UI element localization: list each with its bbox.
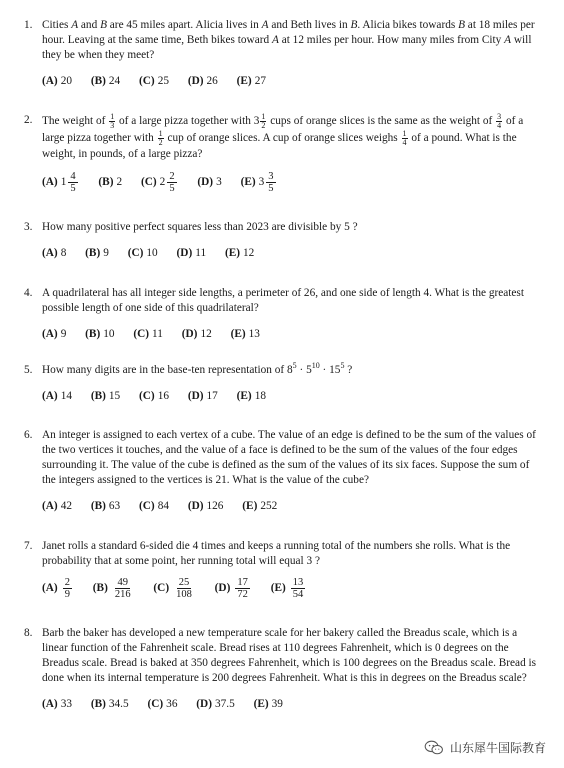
choice-d: (D) 3 xyxy=(197,176,222,188)
choice-c: (C) 11 xyxy=(133,328,163,340)
problem-6 xyxy=(24,428,544,514)
choice-d: (D) 11 xyxy=(176,247,207,259)
answer-choices xyxy=(42,577,544,600)
watermark xyxy=(424,740,546,756)
choice-d: (D) 17 xyxy=(187,390,218,402)
problem-text: An integer is assigned to each vertex of a cube. The value of an edge is defined to be the sum of the values of the two vertices it touches, and the value of a face is defined to be the sum of the values of the four edges surrounding it. The value of the cube is defined as the sum of the values of its six faces. Suppose the sum of the integers assigned to the vertices is 21. What is the value of the cube? xyxy=(42,429,536,486)
choice-e: (E) 3 $\frac{3}{5}$ xyxy=(240,171,274,194)
problem-text: Cities A and B are 45 miles apart. Alicia lives in A and Beth lives in B. Alicia bikes towards B at 18 miles per hour. Leaving at the same time, Beth bikes toward A at 12 miles per hour. How many miles from City A will they be when they meet? xyxy=(42,19,535,61)
answer-choices xyxy=(42,327,544,342)
problem-number: 5. xyxy=(24,364,33,376)
fraction: $\frac{1}{2}$ xyxy=(158,129,163,147)
answer-choices xyxy=(42,697,544,712)
choice-c: (C) $\frac{25}{108}$ xyxy=(153,577,192,600)
choice-e: (E) 18 xyxy=(236,390,266,402)
choice-b: (B) 10 xyxy=(85,328,115,340)
watermark-text: 山东犀牛国际教育 xyxy=(449,740,546,755)
choice-a: (A) 14 xyxy=(42,390,72,402)
choice-c: (C) 36 xyxy=(147,698,178,710)
problem-8 xyxy=(24,626,544,712)
choice-b: (B) 34.5 xyxy=(90,698,129,710)
problem-2 xyxy=(24,113,544,194)
choice-c: (C) 84 xyxy=(139,500,169,512)
choice-a: (A) 33 xyxy=(42,698,72,710)
problem-text: The weight of $\frac{1}{3}$ of a large pizza together with 3 $\frac{1}{2}$ cups of orange slices is the same as the weight of $\frac{3}{4}$ of a large pizza together with $\frac{1}{2}$ cup of orange slices. A cup of orange slices weighs $\frac{1}{4}$ of a pound. What is the weight, in pounds, of a large pizza? xyxy=(42,112,524,160)
choice-d: (D) 12 xyxy=(181,328,212,340)
choice-b: (B) 24 xyxy=(90,75,121,87)
problem-5 xyxy=(24,363,544,404)
answer-choices xyxy=(42,246,544,261)
problem-text: A quadrilateral has all integer side lengths, a perimeter of 26, and one side of length 4. What is the greatest possible length of one side of this quadrilateral? xyxy=(42,287,524,314)
choice-b: (B) 9 xyxy=(85,247,109,259)
fraction: $\frac{3}{4}$ xyxy=(497,112,502,130)
problem-4 xyxy=(24,286,544,342)
fraction: $\frac{1}{2}$ xyxy=(261,112,266,130)
choice-e: (E) 252 xyxy=(242,500,278,512)
wechat-icon xyxy=(424,740,444,756)
choice-b: (B) 63 xyxy=(90,500,121,512)
choice-b: (B) $\frac{49}{216}$ xyxy=(92,577,131,600)
choice-d: (D) $\frac{17}{72}$ xyxy=(214,577,248,600)
answer-choices xyxy=(42,499,544,514)
answer-choices xyxy=(42,389,544,404)
choice-b: (B) 15 xyxy=(90,390,121,402)
choice-c: (C) 16 xyxy=(139,390,169,402)
problem-number: 8. xyxy=(24,627,33,639)
problem-text: Barb the baker has developed a new temperature scale for her bakery called the Breadus scale, which is a linear function of the Fahrenheit scale. Bread rises at 110 degrees Fahrenheit, which is 0 degrees on the Breadus scale. Bread is baked at 350 degrees Fahrenheit, which is 100 degrees on the Breadus scale. Bread is done when its internal temperature is 200 degrees Fahrenheit. What is this in degrees on the Breadus scale? xyxy=(42,627,537,684)
choice-c: (C) 10 xyxy=(127,247,158,259)
problem-text: Janet rolls a standard 6-sided die 4 times and keeps a running total of the numbers she rolls. What is the probability that at some point, her running total will equal 3 ? xyxy=(42,540,511,567)
problem-7 xyxy=(24,539,544,600)
choice-a: (A) 9 xyxy=(42,328,67,340)
choice-e: (E) 12 xyxy=(224,247,255,259)
choice-d: (D) 37.5 xyxy=(196,698,235,710)
choice-a: (A) $\frac{2}{9}$ xyxy=(42,577,70,600)
problem-text: How many positive perfect squares less than 2023 are divisible by 5 ? xyxy=(42,221,358,233)
answer-choices xyxy=(42,74,544,89)
choice-e: (E) 13 xyxy=(230,328,260,340)
problem-3 xyxy=(24,220,544,261)
problem-text: How many digits are in the base-ten representation of $8^5 \cdot 5^{10} \cdot 15^5$ ? xyxy=(42,361,353,376)
choice-e: (E) 27 xyxy=(236,75,266,87)
choice-a: (A) 8 xyxy=(42,247,67,259)
problem-number: 2. xyxy=(24,114,33,126)
choice-c: (C) 2 $\frac{2}{5}$ xyxy=(140,171,175,194)
problem-number: 6. xyxy=(24,429,33,441)
fraction: $\frac{1}{4}$ xyxy=(402,129,407,147)
problem-number: 4. xyxy=(24,287,33,299)
problem-number: 3. xyxy=(24,221,33,233)
problem-number: 7. xyxy=(24,540,33,552)
choice-d: (D) 126 xyxy=(187,500,224,512)
choice-a: (A) 42 xyxy=(42,500,72,512)
choice-e: (E) 39 xyxy=(253,698,283,710)
problem-1 xyxy=(24,18,544,89)
choice-a: (A) 20 xyxy=(42,75,72,87)
choice-e: (E) $\frac{13}{54}$ xyxy=(270,577,304,600)
fraction: $\frac{1}{3}$ xyxy=(110,112,115,130)
choice-d: (D) 26 xyxy=(187,75,218,87)
answer-choices xyxy=(42,171,544,194)
choice-c: (C) 25 xyxy=(139,75,169,87)
choice-b: (B) 2 xyxy=(98,176,123,188)
problem-number: 1. xyxy=(24,19,33,31)
choice-a: (A) 1 $\frac{4}{5}$ xyxy=(42,171,76,194)
